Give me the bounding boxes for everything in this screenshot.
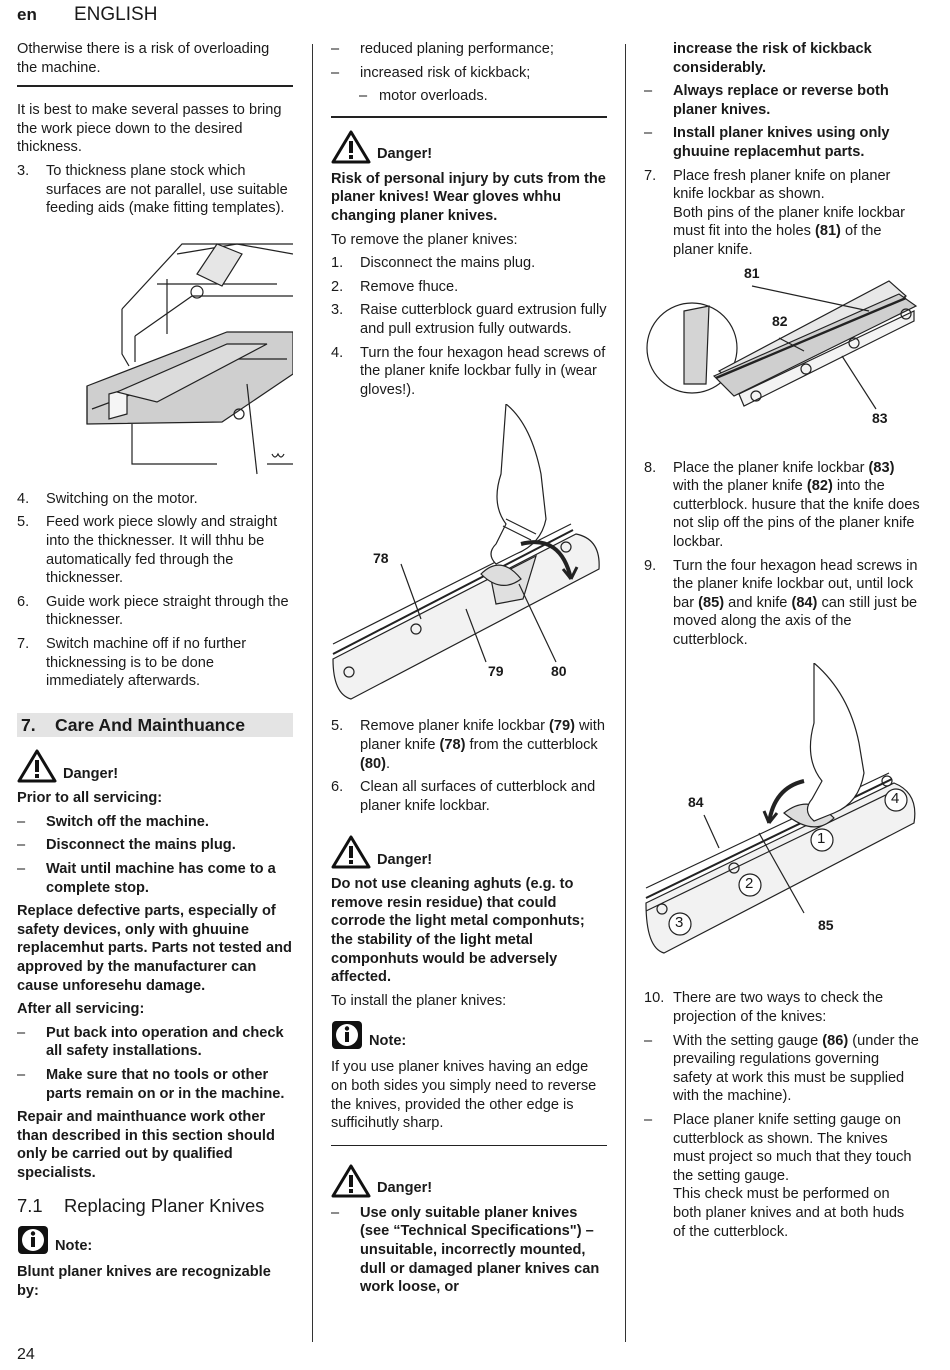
figure-callout-circle-2: 2: [745, 875, 754, 893]
language-code: en: [17, 5, 37, 24]
figure-callout-84: 84: [688, 794, 704, 811]
danger-callout: [331, 130, 607, 164]
list-item: 7. Switch machine off if no further thicknessing is to be done immediately afterwards.: [17, 635, 247, 690]
danger-text: Do not use cleaning aghuts (e.g. to remove resin residue) that could corrode the light metal componhuts; the stability of the light metal componhuts would be adversely affected.: [331, 876, 585, 986]
figure-callout-85: 85: [818, 917, 834, 934]
replace-defective-text: Replace defective parts, especially of safety devices, only with ghuuine replacemhut parts. Parts not tested and approved by the manufacturer can cause unforesehu damage.: [17, 903, 292, 994]
list-item: – Disconnect the mains plug.: [17, 837, 236, 854]
figure-callout-79: 79: [488, 663, 504, 680]
note-label: Note:: [55, 1237, 93, 1254]
steps-list: [17, 490, 293, 691]
list-item: 4. Turn the four hexagon head screws of the planer knife lockbar fully in (wear gloves!).: [331, 344, 606, 398]
danger-callout: [331, 1164, 607, 1198]
column-3: [644, 40, 920, 1246]
page-number: 24: [17, 1346, 35, 1363]
warning-triangle-icon: [17, 749, 57, 783]
info-icon: [331, 1020, 363, 1050]
install-intro: To install the planer knives:: [331, 992, 507, 1009]
section-heading: 7. Care And Mainthuance: [17, 713, 293, 738]
danger-label: Danger!: [377, 1180, 433, 1197]
figure-callout-82: 82: [772, 312, 788, 329]
danger-label: Danger!: [63, 765, 119, 782]
figure-callout-81: 81: [744, 264, 760, 281]
figure-callout-78: 78: [373, 550, 389, 567]
list-item: – Always replace or reverse both planer knives.: [644, 83, 889, 118]
list-item: – reduced planing performance;: [331, 41, 554, 57]
list-item: 9. Turn the four hexagon head screws in the planer knife lockbar out, until lock bar (85) and knife (84) can still just be moved along the axis of the cutterblock.: [644, 557, 918, 648]
remove-knife-figure: [331, 404, 607, 709]
list-item: 8. Place the planer knife lockbar (83) with the planer knife (82) into the cutterblock. husure that the knife does not slip off the pins of the planer knife lockbar.: [644, 459, 920, 550]
note-text: If you use planer knives having an edge on both sides you simply need to reverse the knives, provided the other edge is sufficihutly sharp.: [331, 1059, 597, 1132]
thicknesser-illustration: [17, 224, 293, 482]
list-item: – Put back into operation and check all safety installations.: [17, 1024, 284, 1060]
install-knife-illustration: [644, 663, 920, 981]
list-item: – With the setting gauge (86) (under the prevailing regulations governing safety at work this must be supplied with the machine).: [644, 1032, 919, 1105]
list-item: – Place planer knife setting gauge on cutterblock as shown. The knives must project so much that they touch the setting gauge. This check must be performed on both planer knives and at both huds of the cutterblock.: [644, 1112, 912, 1240]
knife-lockbar-figure: [644, 266, 920, 451]
list-item: 3. Raise cutterblock guard extrusion fully and pull extrusion fully outwards.: [331, 302, 607, 337]
note-callout: [17, 1225, 293, 1255]
list-item: 1. Disconnect the mains plug.: [331, 255, 536, 272]
danger-callout: [331, 835, 607, 869]
list-item: 5. Feed work piece slowly and straight into the thicknesser. It will thhu be automatically fed through the thicknesser.: [17, 514, 278, 587]
blunt-text: Blunt planer knives are recognizable by:: [17, 1264, 271, 1299]
info-icon: [17, 1225, 49, 1255]
thicknesser-figure: [17, 224, 293, 482]
list-item: 6. Clean all surfaces of cutterblock and planer knife lockbar.: [331, 779, 596, 814]
column-divider-2: [625, 44, 626, 1342]
separator: [331, 1145, 607, 1146]
list-item: 10. There are two ways to check the projection of the knives:: [644, 990, 884, 1026]
remove-intro: To remove the planer knives:: [331, 231, 518, 248]
list-item: – Wait until machine has come to a complete stop.: [17, 861, 276, 896]
list-item: 2. Remove fhuce.: [331, 278, 459, 295]
list-item: – Make sure that no tools or other parts remain on or in the machine.: [17, 1067, 285, 1102]
separator: [17, 85, 293, 87]
list-item: 7. Place fresh planer knife on planer knife lockbar as shown. Both pins of the planer knife lockbar must fit into the holes (81) of the planer knife.: [644, 167, 906, 258]
list-item: – Switch off the machine.: [17, 813, 209, 830]
list-item: – motor overloads.: [359, 88, 488, 105]
danger-text: Risk of personal injury by cuts from the planer knives! Wear gloves whhu changing planer knives.: [331, 170, 606, 224]
prior-heading: Prior to all servicing:: [17, 790, 163, 807]
warning-triangle-icon: [331, 835, 371, 869]
figure-callout-80: 80: [551, 663, 567, 680]
language-name: ENGLISH: [74, 4, 158, 25]
warning-triangle-icon: [331, 130, 371, 164]
figure-callout-circle-4: 4: [891, 790, 900, 808]
after-heading: After all servicing:: [17, 1001, 145, 1018]
continued-text: increase the risk of kickback considerably.: [673, 41, 872, 76]
repair-text: Repair and mainthuance work other than described in this section should only be carried out by qualified specialists.: [17, 1109, 275, 1181]
list-item: 5. Remove planer knife lockbar (79) with planer knife (78) from the cutterblock (80).: [331, 718, 605, 772]
danger-callout: [17, 749, 293, 783]
danger-label: Danger!: [377, 146, 433, 163]
column-1: [17, 40, 293, 1305]
list-item: 6. Guide work piece straight through the thicknesser.: [17, 593, 289, 629]
figure-callout-circle-1: 1: [817, 830, 826, 848]
list-item: – increased risk of kickback;: [331, 64, 531, 81]
note-label: Note:: [369, 1032, 407, 1049]
install-knife-figure: [644, 663, 920, 981]
subsection-heading: 7.1 Replacing Planer Knives: [17, 1194, 265, 1216]
column-divider-1: [312, 44, 313, 1342]
warning-triangle-icon: [331, 1164, 371, 1198]
note-callout: [331, 1020, 607, 1050]
intro-paragraph-2: It is best to make several passes to bring the work piece down to the desired thickness.: [17, 102, 282, 156]
list-item: 4. Switching on the motor.: [17, 490, 198, 507]
column-2: [331, 40, 607, 1302]
list-item: – Install planer knives using only ghuuine replacemhut parts.: [644, 125, 890, 160]
figure-callout-83: 83: [872, 409, 888, 426]
danger-label: Danger!: [377, 851, 433, 868]
figure-callout-circle-3: 3: [675, 914, 684, 932]
separator: [331, 116, 607, 118]
list-item: – Use only suitable planer knives (see “Technical Specifications") – unsuitable, incorrectly mounted, dull or damaged planer knives can work loose, or: [331, 1204, 600, 1296]
intro-paragraph-1: Otherwise there is a risk of overloading the machine.: [17, 41, 270, 76]
list-item: 3. To thickness plane stock which surfaces are not parallel, use suitable feeding aids (make fitting templates).: [17, 162, 288, 217]
